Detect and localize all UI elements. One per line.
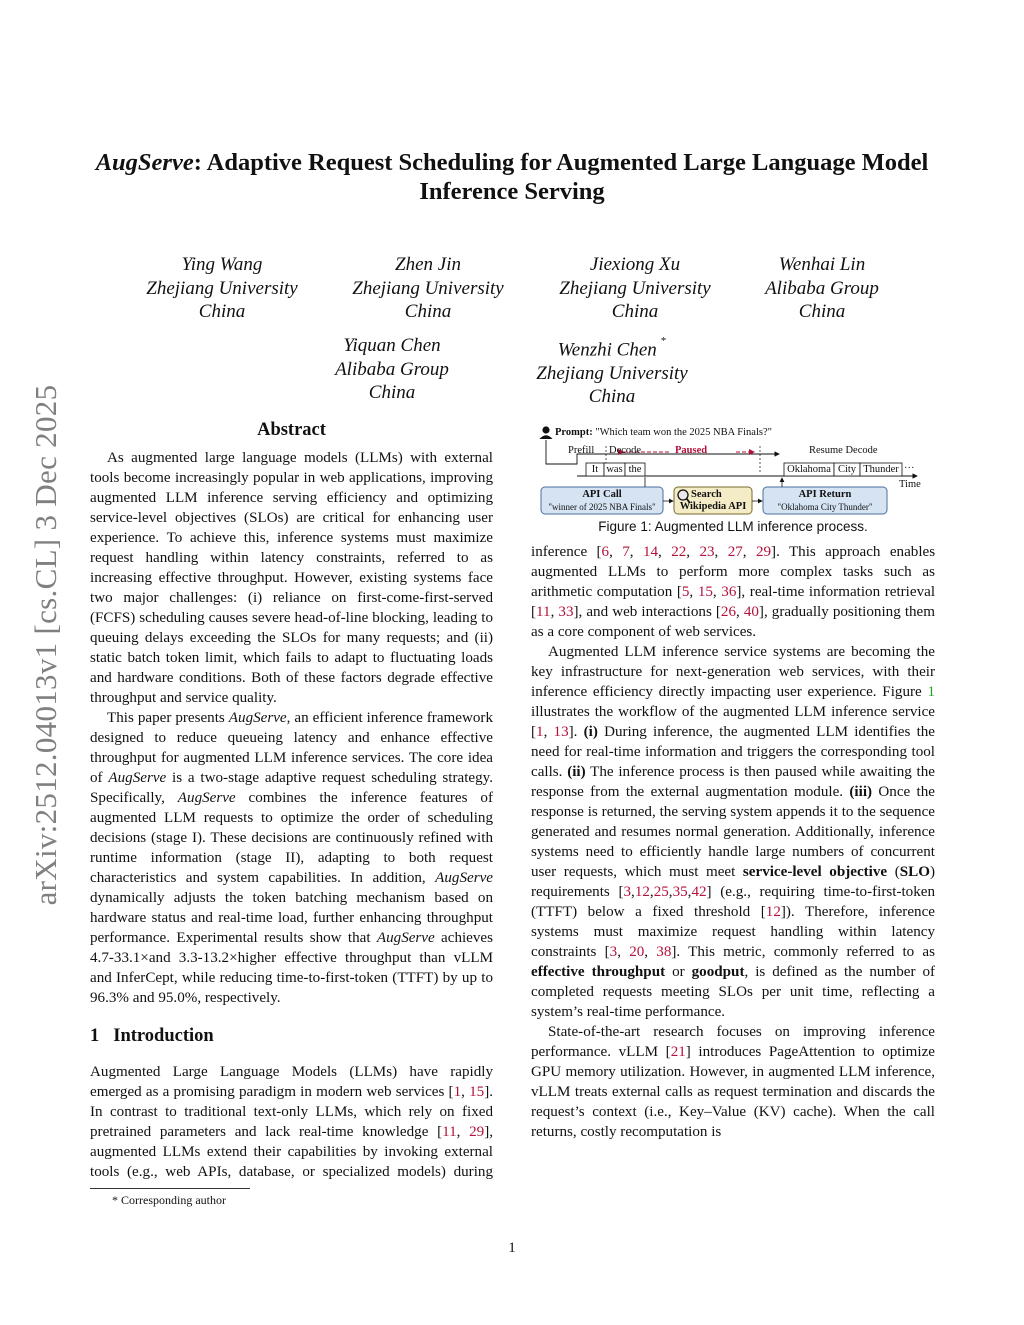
author-block — [308, 253, 548, 324]
api-return-text: "Oklahoma City Thunder" — [777, 502, 873, 512]
token-label: City — [837, 464, 857, 475]
author-name: Wenhai Lin — [778, 254, 866, 275]
bold-term: (iii) — [849, 784, 873, 800]
api-call-title: API Call — [582, 489, 622, 500]
author-country: China — [588, 386, 636, 408]
figure-1-caption: Figure 1: Augmented LLM inference process. — [598, 519, 868, 534]
token-label: Thunder — [863, 464, 899, 475]
system-name: AugServe — [95, 149, 194, 176]
citation-link[interactable]: 23 — [699, 544, 715, 560]
citation-link[interactable]: 3 — [609, 944, 618, 960]
citation-link[interactable]: 38 — [656, 944, 672, 960]
section-title: Introduction — [113, 1026, 214, 1046]
citation-link[interactable]: 42 — [691, 884, 707, 900]
author-block — [272, 334, 512, 405]
author-name: Wenzhi Chen — [557, 339, 657, 361]
system-name-inline: AugServe — [228, 710, 287, 726]
prefill-label: Prefill — [568, 445, 595, 456]
author-affiliation: Zhejiang University — [146, 277, 298, 299]
citation-link[interactable]: 11 — [536, 604, 551, 620]
left-column — [90, 420, 493, 1182]
citation-link[interactable]: 6 — [601, 544, 610, 560]
arxiv-identifier-text: arXiv:2512.04013v1 [cs.CL] 3 Dec 2025 — [28, 384, 63, 906]
citation-link[interactable]: 15 — [469, 1084, 485, 1100]
intro-paragraph-1: Augmented Large Language Models (LLMs) have rapidly emerged as a promising paradigm in modern web services [1, 15]. In contrast to traditional text-only LLMs, which rely on fixed pretrained parameters and lack real-time knowledge [11, 29], augmented LLMs extend their capabilities by invoking external tools (e.g., web APIs, database, or specialized models) during — [90, 1064, 493, 1180]
author-block — [702, 253, 942, 324]
page-number: 1 — [508, 1240, 516, 1256]
figure-reference-link[interactable]: 1 — [927, 684, 935, 700]
author-country: China — [404, 301, 452, 322]
footnote-divider — [90, 1188, 250, 1189]
corresponding-author-mark: * — [660, 335, 667, 347]
token-label: was — [606, 464, 623, 475]
search-title: Search — [691, 489, 722, 500]
citation-link[interactable]: 26 — [720, 604, 736, 620]
bold-term: SLO — [899, 864, 930, 880]
author-block — [492, 334, 732, 409]
citation-link[interactable]: 20 — [629, 944, 645, 960]
prompt-text: "Which team won the 2025 NBA Finals?" — [595, 427, 772, 438]
citation-link[interactable]: 1 — [536, 724, 544, 740]
resume-decode-label: Resume Decode — [809, 445, 878, 456]
system-name-inline: AugServe — [376, 930, 435, 946]
bold-term: (ii) — [567, 764, 586, 780]
prompt-label: Prompt: — [555, 427, 593, 438]
author-affiliation: Alibaba Group — [765, 277, 879, 299]
citation-link[interactable]: 15 — [697, 584, 713, 600]
time-label: Time — [899, 479, 921, 490]
title-rest: : Adaptive Request Scheduling for Augmented Large Language Model Inference Serving — [193, 149, 929, 205]
token-label: It — [591, 464, 599, 475]
intro-paragraph-3: State-of-the-art research focuses on improving inference performance. vLLM [21] introduces PageAttention to optimize GPU memory utilization. However, in augmented LLM inference, vLLM treats external calls as request termination and discards the request’s context (i.e., Key–Value (KV) cache). When the call returns, costly recomputation is — [531, 1024, 936, 1140]
citation-link[interactable]: 7 — [622, 544, 630, 560]
abstract-paragraph-2: This paper presents AugServe, an efficient inference framework designed to reduce queueing latency and enhance effective throughput for augmented LLM inference services. The core idea of AugServe is a two-stage adaptive request scheduling strategy. Specifically, AugServe combines the inference features of augmented LLM requests to optimize the order of scheduling decisions (stage I). These decisions are continuously refined with runtime information (stage II), adapting to both request characteristics and system capabilities. In addition, AugServe dynamically adjusts the token batching mechanism based on hardware status and real-time load, further enhancing throughput performance. Experimental results show that AugServe achieves 4.7-33.1×and 3.3-13.2×higher effective throughput than vLLM and InferCept, while reducing time-to-first-token (TTFT) by up to 96.3% and 95.0%, respectively. — [90, 710, 494, 1006]
section-number: 1 — [90, 1026, 100, 1046]
citation-link[interactable]: 33 — [558, 604, 574, 620]
bold-term: (i) — [583, 724, 598, 740]
author-name: Zhen Jin — [395, 254, 461, 275]
citation-link[interactable]: 14 — [642, 544, 659, 560]
abstract-paragraph-1: As augmented large language models (LLMs) with external tools become increasingly popular in web applications, improving augmented LLM inference serving efficiency and optimizing service-level objectives (SLOs) are critical for enhancing user experience. To achieve this, inference systems must maximize request handling within latency constraints, referred to as increasing effective throughput. However, existing systems face two major challenges: (i) reliance on first-come-first-served (FCFS) scheduling causes severe head-of-line blocking, leading to queuing delays exceeding the SLOs for many requests; and (ii) static batch token limit, which fails to adapt to fluctuating loads and hardware conditions. Both of these factors degrade effective throughput and service quality. — [90, 450, 493, 706]
citation-link[interactable]: 36 — [721, 584, 737, 600]
author-affiliation: Zhejiang University — [352, 277, 504, 299]
citation-link[interactable]: 5 — [681, 584, 690, 600]
arxiv-identifier — [26, 280, 66, 1010]
search-text: Wikipedia API — [679, 501, 747, 512]
citation-link[interactable]: 22 — [671, 544, 687, 560]
bold-term: service-level objective — [742, 864, 888, 880]
citation-link[interactable]: 29 — [469, 1124, 485, 1140]
citation-link[interactable]: 21 — [670, 1044, 686, 1060]
ellipsis: ··· — [904, 463, 915, 474]
author-country: China — [198, 301, 246, 322]
citation-link[interactable]: 29 — [755, 544, 772, 560]
citation-link[interactable]: 12 — [634, 884, 650, 900]
citation-link[interactable]: 11 — [442, 1124, 457, 1140]
author-name: Jiexiong Xu — [589, 254, 681, 275]
system-name-inline: AugServe — [435, 870, 493, 886]
section-heading-introduction — [90, 1026, 493, 1047]
author-affiliation: Zhejiang University — [559, 277, 711, 299]
figure-1 — [533, 423, 933, 519]
paused-label: Paused — [675, 445, 708, 456]
citation-link[interactable]: 35 — [672, 884, 688, 900]
citation-link[interactable]: 3 — [623, 884, 632, 900]
author-name: Yiquan Chen — [343, 335, 441, 356]
author-affiliation: Alibaba Group — [335, 358, 449, 380]
decode-label: Decode — [609, 445, 642, 456]
citation-link[interactable]: 13 — [553, 724, 569, 740]
author-country: China — [368, 382, 416, 403]
citation-link[interactable]: 1 — [453, 1084, 462, 1100]
system-name-inline: AugServe — [108, 770, 167, 786]
token-label: Oklahoma — [787, 464, 831, 475]
abstract-heading: Abstract — [257, 420, 326, 440]
author-affiliation: Zhejiang University — [536, 362, 688, 384]
footnote: * Corresponding author — [112, 1193, 226, 1207]
citation-link[interactable]: 25 — [653, 884, 669, 900]
api-call-text: "winner of 2025 NBA Finals" — [548, 502, 656, 512]
paper-title — [90, 148, 934, 206]
right-column — [531, 542, 935, 1142]
prompt-line — [555, 427, 772, 439]
api-return-title: API Return — [798, 489, 852, 500]
intro-paragraph-2: Augmented LLM inference service systems are becoming the key infrastructure for next-generation web services, with their inference efficiency directly impacting user experience. Figure 1 illustrates the workflow of the augmented LLM inference service [1, 13]. (i) During inference, the augmented LLM identifies the need for real-time information and triggers the corresponding tool calls. (ii) The inference process is then paused while awaiting the response from the external augmentation module. (iii) Once the response is returned, the serving system appends it to the sequence generated and resumes normal generation. Additionally, inference systems need to efficiently handle large numbers of concurrent user requests, which must meet service-level objective (SLO) requirements [3,12,25,35,42] (e.g., requiring time-to-first-token (TTFT) below a fixed threshold [12]). Therefore, inference systems must maximize request handling within latency constraints [3, 20, 38]. This metric, commonly referred to as effective throughput or goodput, is defined as the number of completed requests meeting SLOs per unit time, reflecting a system’s real-time performance. — [531, 644, 936, 1020]
author-name: Ying Wang — [181, 254, 263, 275]
bold-term: goodput — [691, 964, 745, 980]
intro-paragraph-1-continued: inference [6, 7, 14, 22, 23, 27, 29]. This approach enables augmented LLMs to perform more complex tasks such as arithmetic computation [5, 15, 36], real-time information retrieval [11, 33], and web interactions [26, 40], gradually positioning them as a core component of web services. — [531, 544, 936, 640]
token-label: the — [628, 464, 642, 475]
author-country: China — [611, 301, 659, 322]
author-block — [102, 253, 342, 324]
bold-term: effective throughput — [531, 964, 666, 980]
user-icon — [540, 426, 553, 439]
citation-link[interactable]: 40 — [743, 604, 759, 620]
citation-link[interactable]: 27 — [727, 544, 743, 560]
system-name-inline: AugServe — [177, 790, 236, 806]
author-country: China — [798, 301, 846, 322]
citation-link[interactable]: 12 — [765, 904, 781, 920]
